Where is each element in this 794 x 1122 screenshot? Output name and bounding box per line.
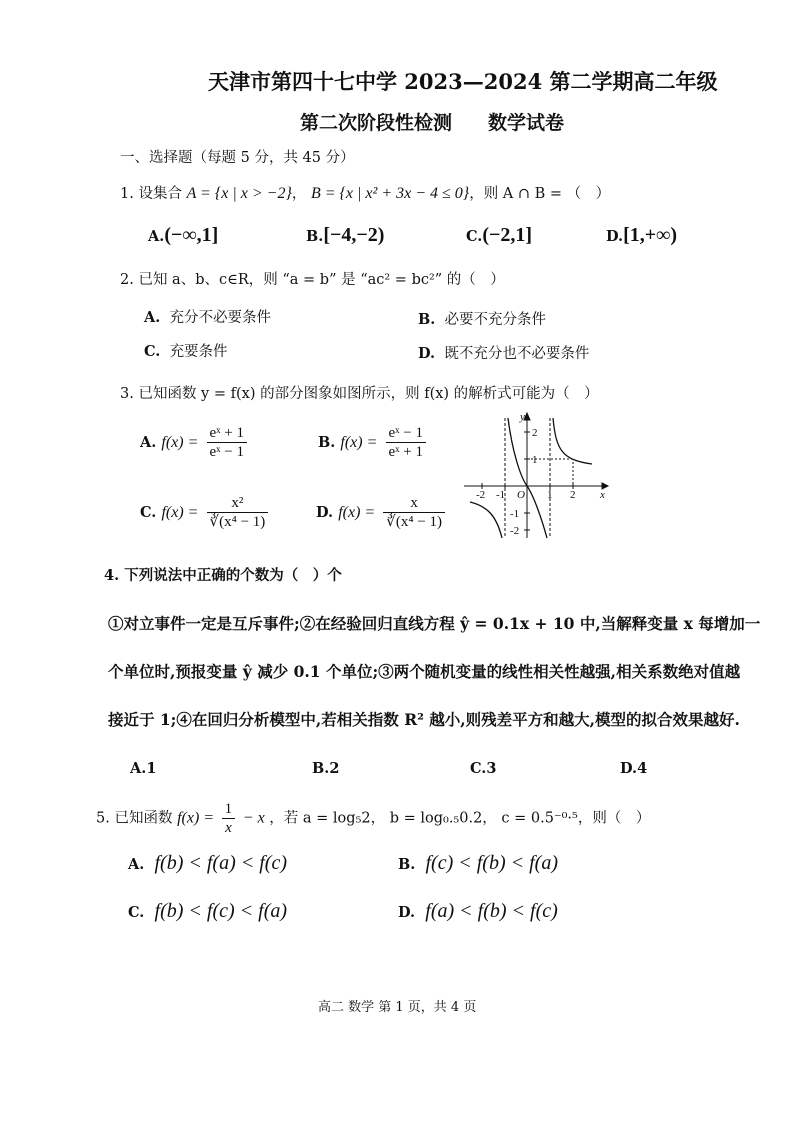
question-stem-lead: 设集合 — [138, 186, 182, 202]
option-text: 2 — [329, 760, 340, 777]
option-text: 充分不必要条件 — [169, 310, 272, 326]
option-text: 4 — [637, 760, 648, 777]
curve-right-branch — [553, 418, 592, 464]
x-tick-label: 1 — [547, 489, 553, 501]
option-a[interactable] — [140, 424, 250, 461]
option-d[interactable] — [418, 342, 589, 363]
function-tail: − x — [242, 809, 265, 827]
y-tick-label: 1 — [532, 454, 538, 466]
option-b[interactable] — [418, 308, 546, 329]
option-text: f(a) < f(b) < f(c) — [425, 900, 558, 922]
page-title: 天津市第四十七中学 2023—2024 第二学期高二年级 — [208, 69, 718, 94]
fraction-numerator: x — [410, 495, 418, 511]
option-b[interactable] — [318, 424, 429, 461]
y-tick-label: 2 — [532, 427, 538, 439]
y-tick-label: -1 — [510, 508, 520, 520]
question-number: 1. — [120, 186, 134, 202]
set-a: A = {x | x > −2} — [186, 185, 292, 202]
statement-line-1: ①对立事件一定是互斥事件;②在经验回归直线方程 ŷ = 0.1x + 10 中,当解释变量 x 每增加一 — [108, 614, 761, 633]
option-label: B. — [312, 760, 330, 777]
question-stem-lead: 已知函数 — [114, 810, 173, 827]
section-heading: 一、选择题（每题 5 分，共 45 分） — [120, 150, 355, 166]
option-text: f(b) < f(c) < f(a) — [154, 900, 288, 922]
statement-line-2: 个单位时,预报变量 ŷ 减少 0.1 个单位;③两个随机变量的线性相关性越强,相关系数绝对值越 — [108, 662, 741, 681]
fraction-denominator: x — [222, 818, 236, 837]
option-label: D. — [620, 760, 638, 777]
option-text: 充要条件 — [169, 344, 228, 360]
question-stem: 已知函数 y = f(x) 的部分图象如图所示，则 f(x) 的解析式可能为（ ） — [138, 386, 599, 402]
option-lhs: f(x) = — [340, 434, 378, 451]
x-tick-label: -1 — [496, 489, 506, 501]
fraction-numerator: eˣ + 1 — [209, 425, 244, 441]
fraction-denominator: ∛(x⁴ − 1) — [207, 512, 269, 531]
y-axis-label: y — [520, 411, 525, 423]
option-text: 必要不充分条件 — [444, 312, 547, 328]
page-subtitle-test-name: 第二次阶段性检测 — [300, 112, 453, 134]
fraction-denominator: eˣ − 1 — [207, 442, 247, 461]
function-lhs: f(x) = — [177, 809, 215, 827]
option-lhs: f(x) = — [338, 504, 376, 521]
option-c[interactable] — [140, 494, 271, 531]
option-b[interactable] — [398, 852, 558, 875]
fraction-numerator: eˣ − 1 — [388, 425, 423, 441]
question-4 — [104, 564, 342, 585]
option-label: D. — [606, 228, 624, 245]
option-label: C. — [466, 228, 483, 245]
option-c[interactable] — [470, 760, 496, 777]
option-label: B. — [398, 856, 416, 873]
option-text: (−2,1] — [482, 224, 533, 246]
question-stem: 下列说法中正确的个数为（ ）个 — [124, 567, 342, 584]
option-b[interactable] — [306, 224, 384, 247]
option-c[interactable] — [466, 224, 532, 247]
x-tick-label: 2 — [570, 489, 576, 501]
option-label: A. — [130, 760, 147, 777]
option-label: A. — [144, 309, 161, 326]
function-graph — [462, 410, 612, 542]
question-1: 1. 设集合 A = {x | x > −2}， B = {x | x² + 3x − 4 ≤ 0}，则 A ∩ B = （ ） — [120, 185, 611, 202]
fraction-denominator: ∛(x⁴ − 1) — [383, 512, 445, 531]
option-text: [1,+∞) — [623, 224, 678, 246]
option-lhs: f(x) = — [161, 434, 199, 451]
option-label: D. — [418, 345, 436, 362]
option-label: A. — [128, 856, 145, 873]
statement-line-3: 接近于 1;④在回归分析模型中,若相关指数 R² 越小,则残差平方和越大,模型的拟合效果越好. — [108, 710, 740, 729]
option-label: B. — [306, 228, 324, 245]
question-number: 5. — [96, 810, 110, 827]
option-text: f(b) < f(a) < f(c) — [154, 852, 287, 874]
question-5 — [96, 800, 650, 837]
set-b: B = {x | x² + 3x − 4 ≤ 0} — [310, 185, 470, 202]
fraction-numerator: 1 — [224, 801, 233, 817]
option-d[interactable] — [620, 760, 647, 777]
option-text: [−4,−2) — [323, 224, 385, 246]
option-label: C. — [128, 904, 145, 921]
option-label: A. — [148, 228, 165, 245]
question-stem: 已知 a、b、c∈R，则 “a = b” 是 “ac² = bc²” 的（ ） — [138, 272, 505, 288]
option-text: f(c) < f(b) < f(a) — [425, 852, 558, 874]
fraction-numerator: x² — [231, 495, 244, 511]
origin-label: O — [517, 489, 525, 501]
option-d[interactable] — [316, 494, 448, 531]
page-footer: 高二 数学 第 1 页，共 4 页 — [318, 1000, 477, 1015]
y-axis-arrow — [524, 413, 530, 420]
option-label: C. — [140, 504, 157, 521]
option-b[interactable] — [312, 760, 339, 777]
option-d[interactable] — [398, 900, 558, 923]
question-number: 2. — [120, 272, 134, 288]
option-a[interactable] — [148, 224, 218, 247]
option-a[interactable] — [130, 760, 156, 777]
option-a[interactable] — [144, 306, 271, 327]
question-number: 4. — [104, 567, 120, 584]
page-subtitle-subject: 数学试卷 — [488, 112, 565, 134]
option-label: C. — [470, 760, 487, 777]
option-c[interactable] — [144, 340, 228, 361]
option-text: 既不充分也不必要条件 — [444, 346, 590, 362]
question-stem-tail: ，则 A ∩ B = （ ） — [469, 186, 611, 202]
option-c[interactable] — [128, 900, 287, 923]
option-text: 3 — [486, 760, 497, 777]
fraction-denominator: eˣ + 1 — [386, 442, 426, 461]
question-2 — [120, 268, 505, 289]
question-stem-tail: ，若 a = log₅2， b = log₀.₅0.2， c = 0.5⁻⁰·⁵，则（ ） — [269, 810, 651, 827]
y-tick-label: -2 — [510, 525, 520, 537]
option-a[interactable] — [128, 852, 287, 875]
question-3 — [120, 382, 599, 403]
option-d[interactable] — [606, 224, 677, 247]
x-tick-label: -2 — [476, 489, 486, 501]
x-axis-label: x — [600, 489, 605, 501]
option-label: C. — [144, 343, 161, 360]
curve-left-branch — [470, 502, 502, 538]
option-label: B. — [418, 311, 436, 328]
option-text: 1 — [146, 760, 157, 777]
option-lhs: f(x) = — [161, 504, 199, 521]
option-label: D. — [316, 504, 334, 521]
option-label: B. — [318, 434, 336, 451]
question-number: 3. — [120, 386, 134, 402]
option-label: A. — [140, 434, 157, 451]
option-label: D. — [398, 904, 416, 921]
option-text: (−∞,1] — [164, 224, 219, 246]
